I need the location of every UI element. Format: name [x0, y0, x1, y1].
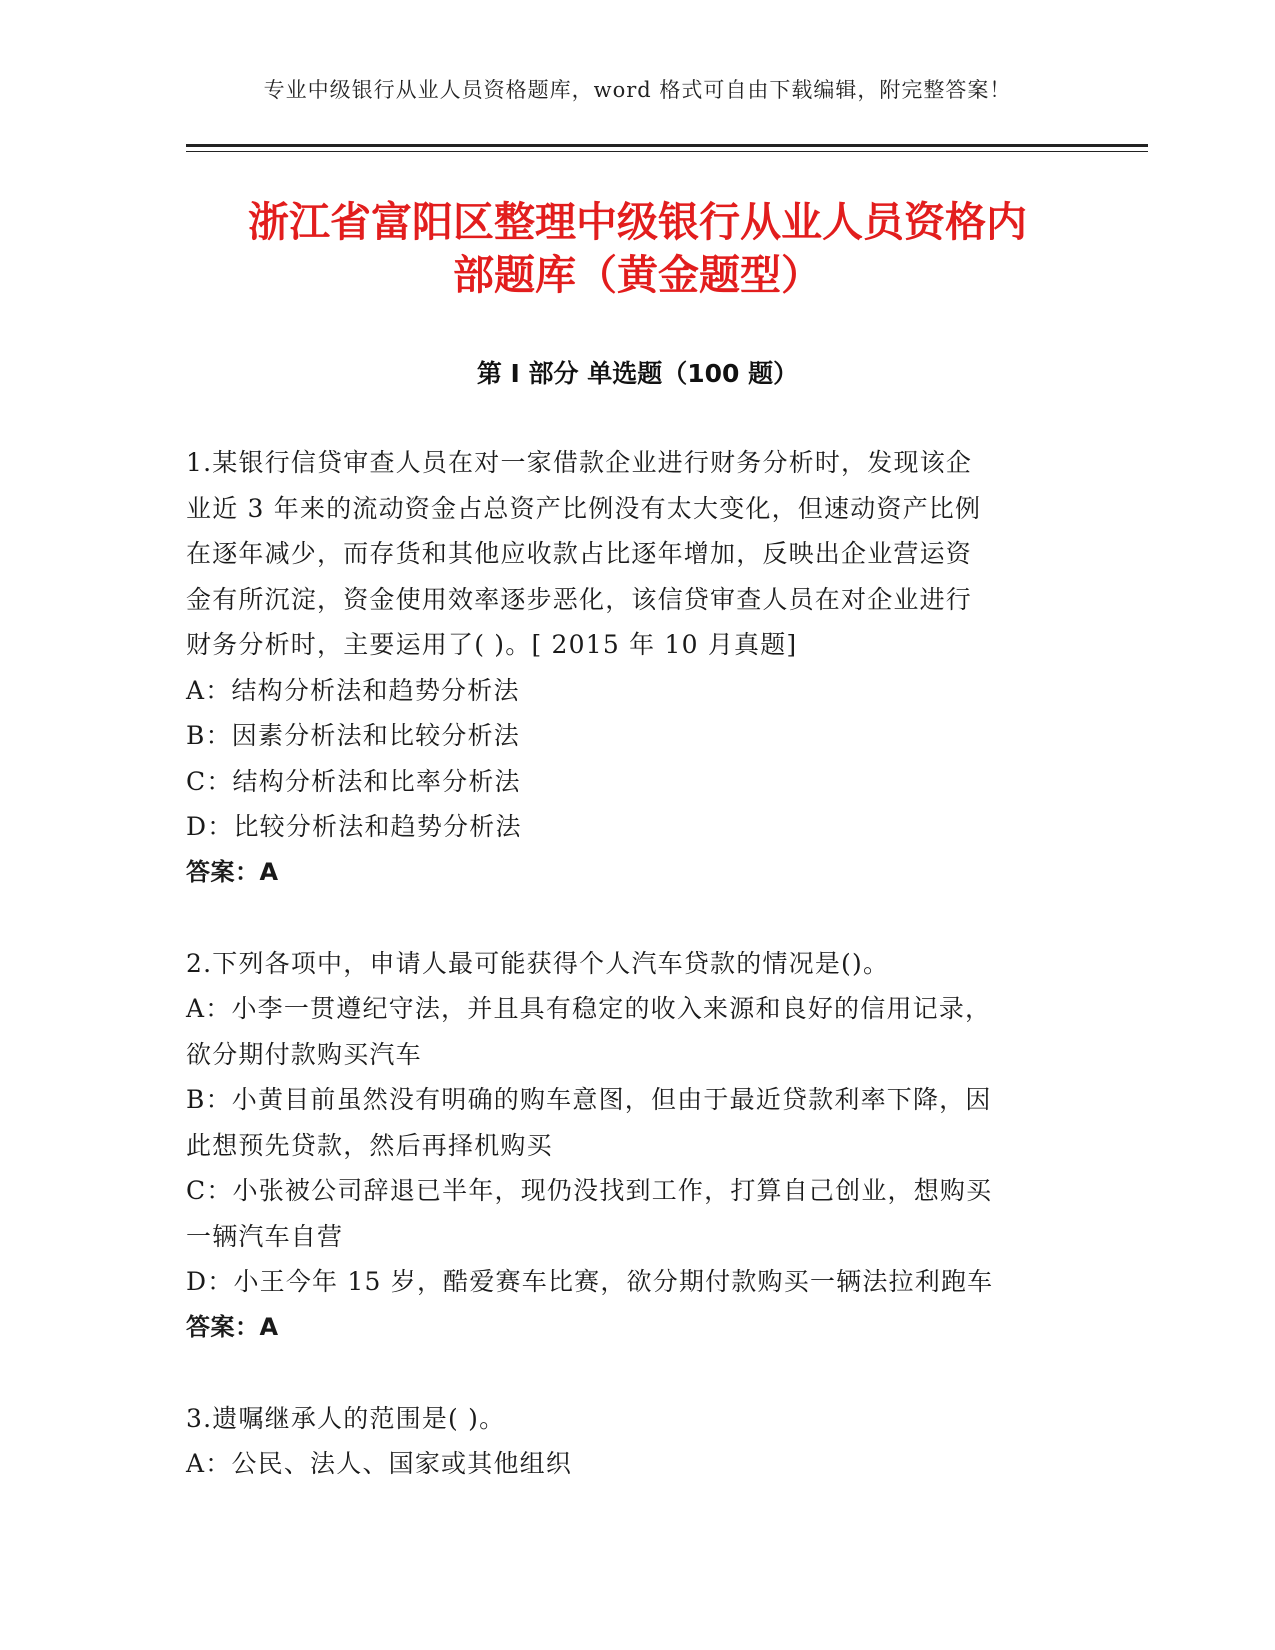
question-stem-line: 3.遗嘱继承人的范围是( )。 — [186, 1403, 506, 1433]
option-line: 此想预先贷款，然后再择机购买 — [186, 1130, 553, 1160]
header-note: 专业中级银行从业人员资格题库，word 格式可自由下载编辑，附完整答案！ — [263, 78, 1012, 102]
question-block — [186, 440, 1066, 941]
option-line: B：小黄目前虽然没有明确的购车意图，但由于最近贷款利率下降，因 — [186, 1085, 992, 1114]
question-stem-line: 业近 3 年来的流动资金占总资产比例没有太大变化，但速动资产比例 — [186, 493, 982, 523]
question-spacer — [186, 895, 1066, 941]
question-stem-line: 财务分析时，主要运用了( )。[ 2015 年 10 月真题] — [186, 630, 798, 659]
answer-line: 答案：A — [186, 857, 279, 886]
option-line: 欲分期付款购买汽车 — [186, 1039, 422, 1069]
question-spacer — [186, 1350, 1066, 1396]
document-title-line-2: 部题库（黄金题型） — [453, 251, 822, 299]
option-line: B：因素分析法和比较分析法 — [186, 721, 520, 750]
question-stem-line: 2.下列各项中，申请人最可能获得个人汽车贷款的情况是()。 — [186, 948, 890, 978]
answer-line: 答案：A — [186, 1312, 279, 1341]
option-line: C：结构分析法和比率分析法 — [186, 766, 521, 796]
question-list — [186, 440, 1066, 1487]
header-rule-thick — [186, 144, 1148, 147]
option-line: A：结构分析法和趋势分析法 — [186, 675, 520, 705]
question-block — [186, 941, 1066, 1396]
option-line: A：小李一贯遵纪守法，并且具有稳定的收入来源和良好的信用记录， — [186, 994, 992, 1023]
header-rule-thin — [186, 151, 1148, 152]
question-stem-line: 金有所沉淀，资金使用效率逐步恶化，该信贷审查人员在对企业进行 — [186, 584, 973, 614]
option-line: C：小张被公司辞退已半年，现仍没找到工作，打算自己创业，想购买 — [186, 1176, 993, 1205]
document-title — [150, 196, 1125, 302]
question-stem-line: 在逐年减少，而存货和其他应收款占比逐年增加，反映出企业营运资 — [186, 539, 973, 568]
option-line: D：比较分析法和趋势分析法 — [186, 812, 522, 841]
option-line: A：公民、法人、国家或其他组织 — [186, 1449, 573, 1478]
document-title-line-1: 浙江省富阳区整理中级银行从业人员资格内 — [248, 198, 1027, 246]
option-line: D：小王今年 15 岁，酷爱赛车比赛，欲分期付款购买一辆法拉利跑车 — [186, 1267, 994, 1296]
question-stem-line: 1.某银行信贷审查人员在对一家借款企业进行财务分析时，发现该企 — [186, 448, 973, 477]
option-line: 一辆汽车自营 — [186, 1221, 344, 1251]
question-block — [186, 1396, 1066, 1487]
section-heading: 第 I 部分 单选题（100 题） — [476, 359, 799, 388]
